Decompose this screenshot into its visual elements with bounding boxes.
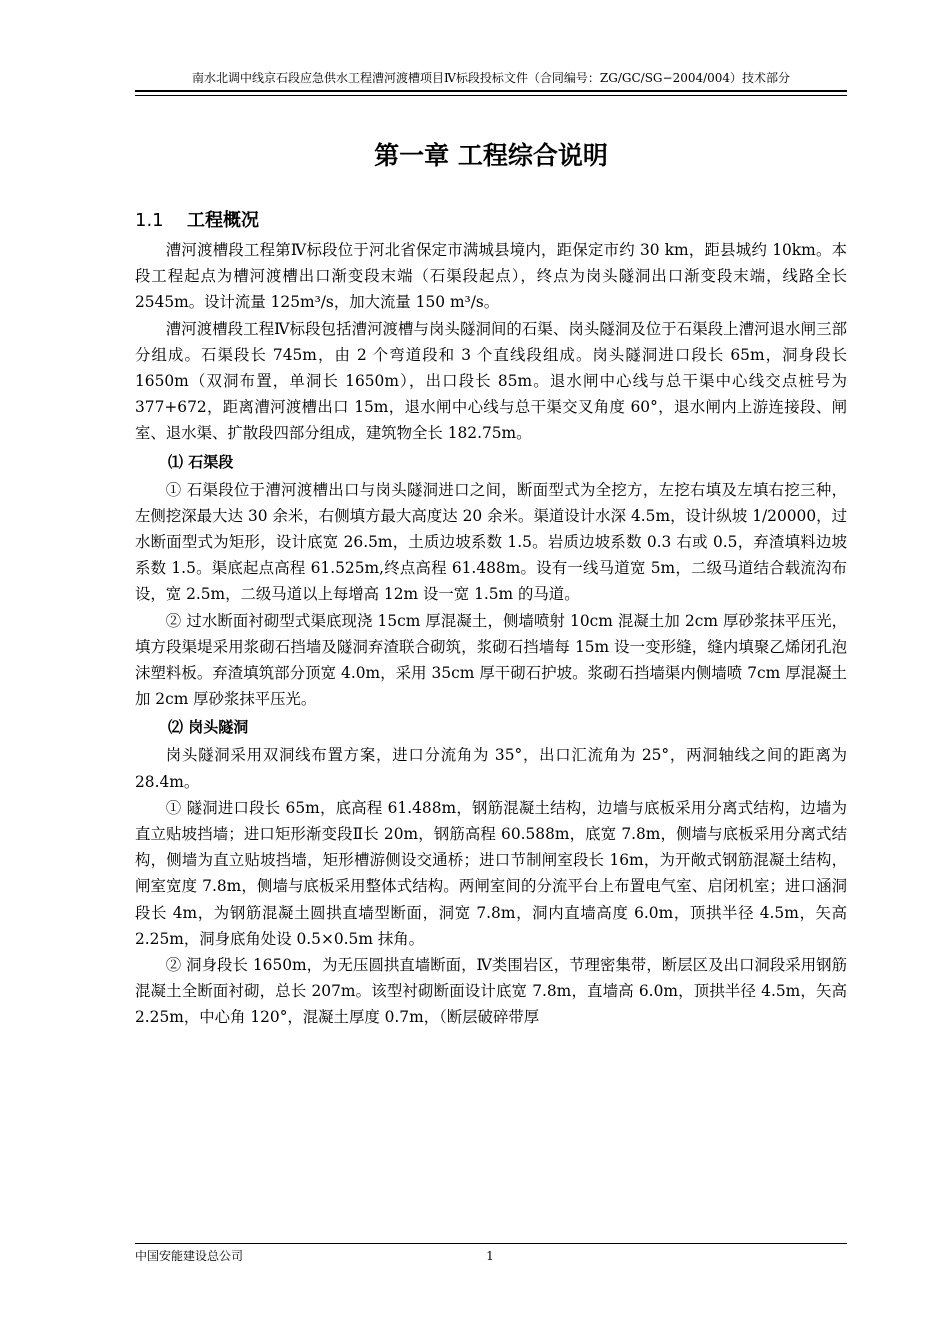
- page-number: 1: [486, 1249, 494, 1263]
- paragraph-stone-channel-1: ① 石渠段位于漕河渡槽出口与岗头隧洞进口之间，断面型式为全挖方，左挖右填及左填右挖三种，左侧挖深最大达 30 余米，右侧填方最大高度达 20 余米。渠道设计水深 4.5m，设计纵坡 1/20000，过水断面型式为矩形，设计底宽 26.5m，土质边坡系数 1.5。岩质边坡系数 0.3 右或 0.5，弃渣填料边坡系数 1.5。渠底起点高程 61.525m,终点高程 61.488m。设有一线马道宽 5m，二级马道结合载流沟布设，宽 2.5m，二级马道以上每增高 12m 设一宽 1.5m 的马道。: [135, 480, 847, 604]
- footer-rule: [135, 1243, 847, 1244]
- subheading-tunnel: ⑵ 岗头隧洞: [168, 718, 249, 737]
- page-header: 南水北调中线京石段应急供水工程漕河渡槽项目Ⅳ标段投标文件（合同编号：ZG/GC/SG−2004/004）技术部分: [191, 71, 791, 85]
- paragraph-tunnel-inlet: ① 隧洞进口段长 65m，底高程 61.488m，钢筋混凝土结构，边墙与底板采用分离式结构，边墙为直立贴坡挡墙；进口矩形渐变段Ⅱ长 20m，钢筋高程 60.588m，底宽 7.8m，侧墙与底板采用分离式结构，侧墙为直立贴坡挡墙，矩形槽游侧设交通桥；进口节制闸室段长 16m，为开敞式钢筋混凝土结构，闸室宽度 7.8m，侧墙与底板采用整体式结构。两闸室间的分流平台上布置电气室、启闭机室；进口涵洞段长 4m，为钢筋混凝土圆拱直墙型断面，洞宽 7.8m，洞内直墙高度 6.0m，顶拱半径 4.5m，矢高 2.25m，洞身底角处设 0.5×0.5m 抹角。: [135, 798, 847, 948]
- header-rule-thin: [135, 95, 847, 96]
- paragraph-tunnel-layout: 岗头隧洞采用双洞线布置方案，进口分流角为 35°，出口汇流角为 25°，两洞轴线之间的距离为 28.4m。: [135, 746, 847, 791]
- header-rule: [135, 90, 847, 92]
- paragraph-tunnel-body: ② 洞身段长 1650m，为无压圆拱直墙断面，Ⅳ类围岩区，节理密集带，断层区及出口洞段采用钢筋混凝土全断面衬砌，总长 207m。该型衬砌断面设计底宽 7.8m，直墙高 6.0m，顶拱半径 4.5m，矢高 2.25m，中心角 120°，混凝土厚度 0.7m，（断层破碎带厚: [135, 956, 847, 1027]
- section-number: 1.1: [135, 210, 164, 231]
- document-body: [135, 205, 847, 1031]
- footer-company: 中国安能建设总公司: [135, 1249, 244, 1263]
- paragraph-overview-composition: 漕河渡槽段工程Ⅳ标段包括漕河渡槽与岗头隧洞间的石渠、岗头隧洞及位于石渠段上漕河退水闸三部分组成。石渠段长 745m，由 2 个弯道段和 3 个直线段组成。岗头隧洞进口段长 65m，洞身段长 1650m（双洞布置，单洞长 1650m），出口段长 85m。退水闸中心线与总干渠中心线交点桩号为 377+672，距离漕河渡槽出口 15m，退水闸中心线与总干渠交叉角度 60°，退水闸内上游连接段、闸室、退水渠、扩散段四部分组成，建筑物全长 182.75m。: [135, 319, 847, 443]
- paragraph-stone-channel-2: ② 过水断面衬砌型式渠底现浇 15cm 厚混凝土，侧墙喷射 10cm 混凝土加 2cm 厚砂浆抹平压光，填方段渠堤采用浆砌石挡墙及隧洞弃渣联合砌筑，浆砌石挡墙每 15m 设一变形缝，缝内填聚乙烯闭孔泡沫塑料板。弃渣填筑部分顶宽 4.0m，采用 35cm 厚干砌石护坡。浆砌石挡墙渠内侧墙喷 7cm 厚混凝土加 2cm 厚砂浆抹平压光。: [135, 611, 847, 709]
- subheading-stone-channel: ⑴ 石渠段: [168, 452, 234, 471]
- paragraph-overview-location: 漕河渡槽段工程第Ⅳ标段位于河北省保定市满城县境内，距保定市约 30 km，距县城约 10km。本段工程起点为槽河渡槽出口渐变段末端（石渠段起点），终点为岗头隧洞出口渐变段末端，线路全长 2545m。设计流量 125m³/s，加大流量 150 m³/s。: [135, 241, 847, 312]
- section-title: 工程概况: [187, 210, 259, 231]
- chapter-title: 第一章 工程综合说明: [374, 141, 608, 170]
- section-heading: [135, 205, 847, 237]
